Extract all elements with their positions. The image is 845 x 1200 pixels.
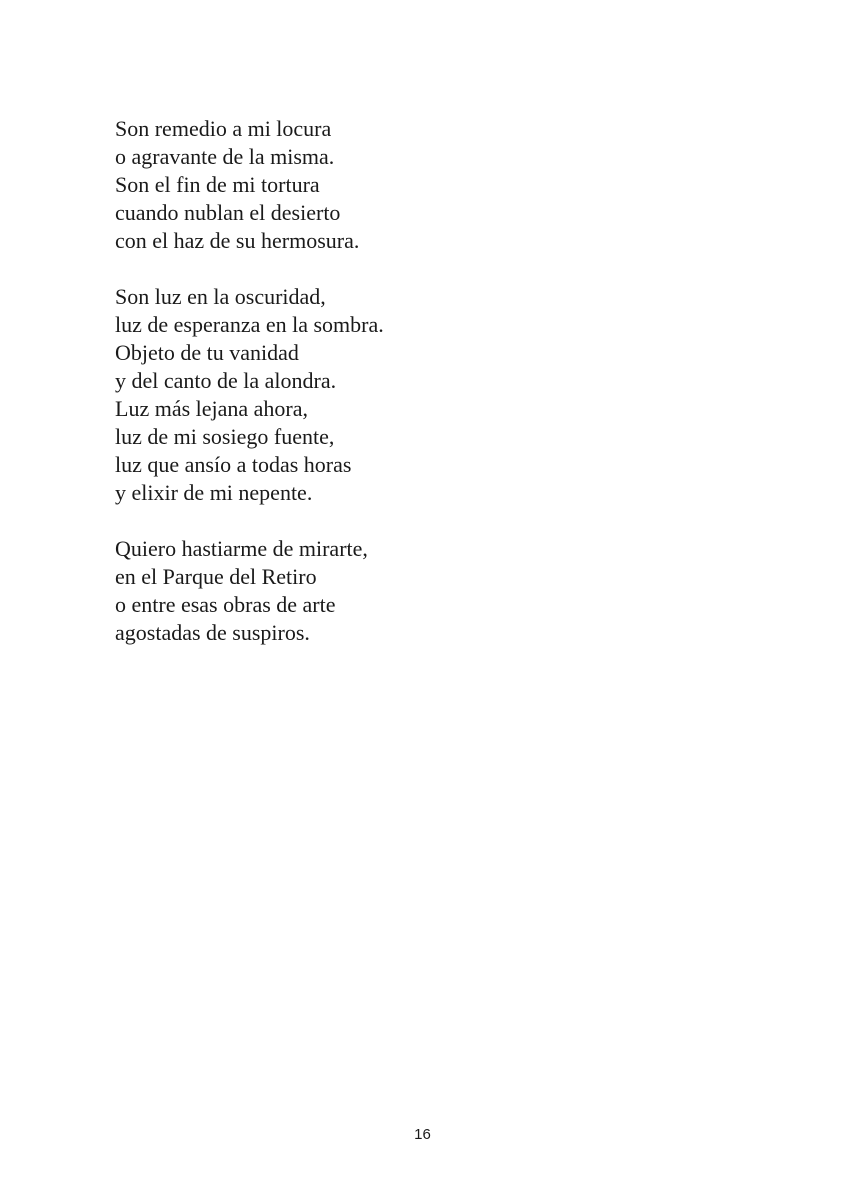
poem-line: Son remedio a mi locura xyxy=(115,116,332,141)
poem-line: o entre esas obras de arte xyxy=(115,592,336,617)
poem-line: luz de esperanza en la sombra. xyxy=(115,312,384,337)
stanza-1 xyxy=(115,115,715,255)
poem-line: o agravante de la misma. xyxy=(115,144,335,169)
poem-line: luz de mi sosiego fuente, xyxy=(115,424,335,449)
poem-line: Objeto de tu vanidad xyxy=(115,340,299,365)
poem-line: Luz más lejana ahora, xyxy=(115,396,309,421)
poem-line: Son luz en la oscuridad, xyxy=(115,284,326,309)
poem-line: en el Parque del Retiro xyxy=(115,564,317,589)
poem-line: y elixir de mi nepente. xyxy=(115,480,313,505)
poem-line: Son el fin de mi tortura xyxy=(115,172,320,197)
poem-line: luz que ansío a todas horas xyxy=(115,452,352,477)
poem xyxy=(115,115,715,675)
poem-line: con el haz de su hermosura. xyxy=(115,228,360,253)
poem-line: agostadas de suspiros. xyxy=(115,620,310,645)
poem-line: y del canto de la alondra. xyxy=(115,368,337,393)
page-number: 16 xyxy=(414,1126,431,1143)
poem-line: cuando nublan el desierto xyxy=(115,200,341,225)
stanza-2 xyxy=(115,283,715,507)
stanza-3 xyxy=(115,535,715,647)
poem-line: Quiero hastiarme de mirarte, xyxy=(115,536,368,561)
